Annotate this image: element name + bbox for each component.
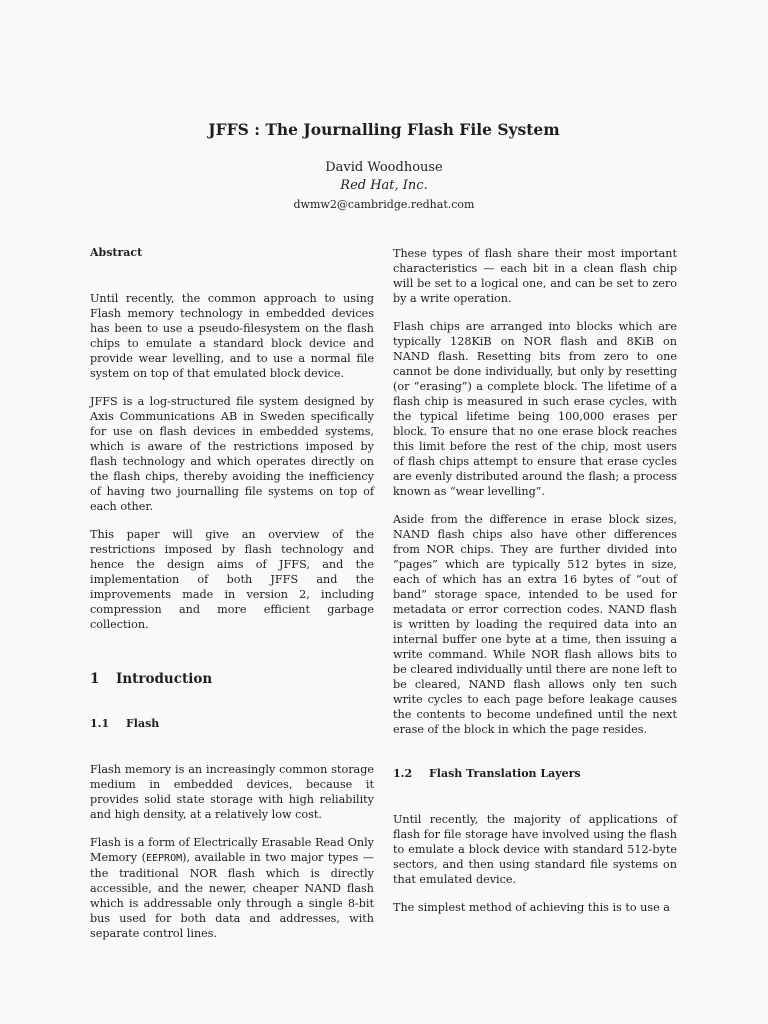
right-column bbox=[393, 240, 677, 915]
right-paragraph-3: Aside from the difference in erase block sizes, NAND flash chips also have other differences from NOR chips. They are further divided into “pages” which are typically 512 bytes in size, each of which has an extra 16 bytes of “out of band” storage space, intended to be used for metadata or error correction codes. NAND flash is written by loading the required data into an internal buffer one byte at a time, then issuing a write command. While NOR flash allows bits to be cleared individually until there are none left to be cleared, NAND flash allows only ten such write cycles to each page before leakage causes the contents to become undefined until the next erase of the block in which the page resides. bbox=[393, 513, 677, 736]
subsection-1-1-title: Flash bbox=[126, 717, 160, 730]
section-1-heading bbox=[90, 672, 374, 687]
paper-title: JFFS : The Journalling Flash File System bbox=[208, 120, 560, 139]
abstract-paragraph-1: Until recently, the common approach to using Flash memory technology in embedded devices has been to use a pseudo-filesystem on the flash chips to emulate a standard block device and provide wear levelling, and to use a normal file system on top of that emulated block device. bbox=[90, 292, 374, 380]
subsection-1-2-title: Flash Translation Layers bbox=[429, 767, 581, 780]
section-1-title: Introduction bbox=[116, 671, 213, 687]
right-paragraph-1: These types of flash share their most important characteristics — each bit in a clean flash chip will be set to a logical one, and can be set to zero by a write operation. bbox=[393, 247, 677, 305]
abstract-paragraph-2: JFFS is a log-structured file system designed by Axis Communications AB in Sweden specifically for use on flash devices in embedded systems, which is aware of the restrictions imposed by flash technology and which operates directly on the flash chips, thereby avoiding the inefficiency of having two journalling file systems on top of each other. bbox=[90, 395, 374, 513]
abstract-heading: Abstract bbox=[90, 246, 143, 259]
flash-paragraph-2-part-b: ), available in two major types — the traditional NOR flash which is directly accessible, and the newer, cheaper NAND flash which is addressable only through a single 8-bit bus used for both data and addresses, with separate control lines. bbox=[90, 851, 374, 940]
subsection-1-2-number: 1.2 bbox=[393, 767, 413, 780]
author-affiliation: Red Hat, Inc. bbox=[340, 178, 428, 193]
eeprom-code: EEPROM bbox=[145, 853, 183, 864]
flash-paragraph-2 bbox=[90, 835, 374, 941]
author-email: dwmw2@cambridge.redhat.com bbox=[293, 198, 475, 211]
flash-paragraph-1: Flash memory is an increasingly common storage medium in embedded devices, because it provides solid state storage with high reliability and high density, at a relatively low cost. bbox=[90, 763, 374, 821]
flash-paragraph-2-part-a: Flash is a form of Electrically Erasable Read Only Memory ( bbox=[90, 836, 374, 864]
author-name: David Woodhouse bbox=[325, 160, 443, 175]
right-paragraph-5: The simplest method of achieving this is to use a bbox=[393, 901, 670, 914]
section-1-number: 1 bbox=[90, 671, 100, 687]
subsection-1-1-number: 1.1 bbox=[90, 717, 110, 730]
right-paragraph-4: Until recently, the majority of applications of flash for file storage have involved using the flash to emulate a block device with standard 512-byte sectors, and then using standard file systems on that emulated device. bbox=[393, 813, 677, 886]
subsection-1-2-heading bbox=[393, 766, 677, 781]
subsection-1-1-heading bbox=[90, 716, 374, 731]
right-paragraph-2: Flash chips are arranged into blocks which are typically 128KiB on NOR flash and 8KiB on NAND flash. Resetting bits from zero to one cannot be done individually, but only by resetting (or “erasing”) a complete block. The lifetime of a flash chip is measured in such erase cycles, with the typical lifetime being 100,000 erases per block. To ensure that no one erase block reaches this limit before the rest of the chip, most users of flash chips attempt to ensure that erase cycles are evenly distributed around the flash; a process known as “wear levelling”. bbox=[393, 320, 677, 498]
left-column bbox=[90, 240, 374, 941]
abstract-paragraph-3: This paper will give an overview of the restrictions imposed by flash technology and hence the design aims of JFFS, and the implementation of both JFFS and the improvements made in version 2, including compression and more efficient garbage collection. bbox=[90, 528, 374, 631]
